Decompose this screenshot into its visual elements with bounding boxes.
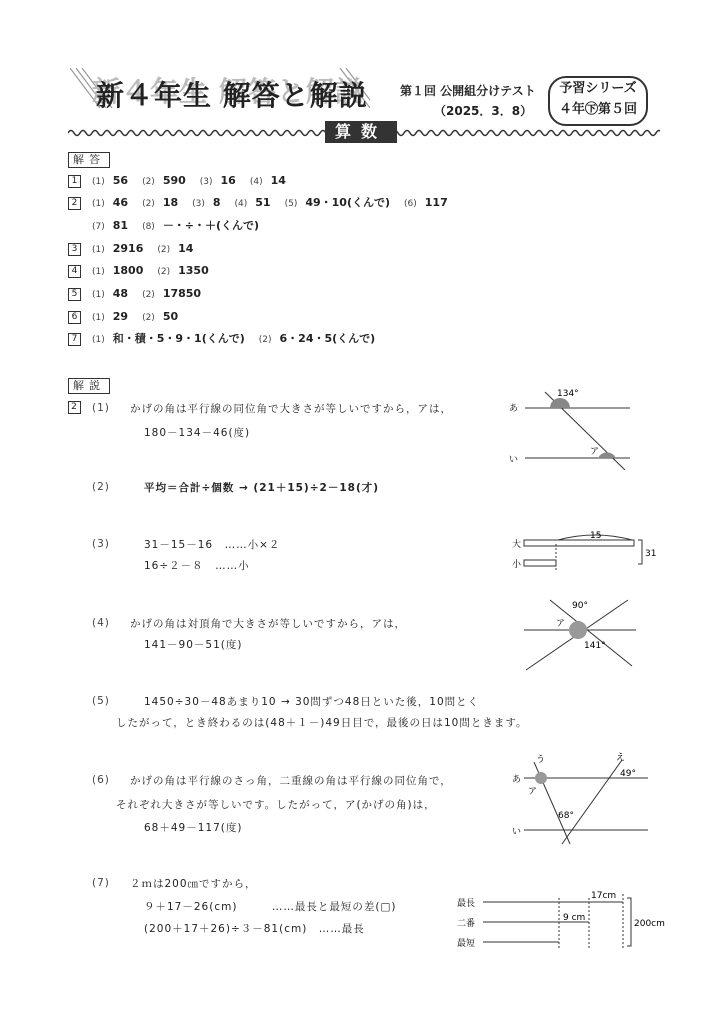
answers-label: 解答 — [68, 152, 110, 168]
question-number — [68, 240, 92, 258]
sub-number: (2) — [142, 177, 155, 187]
answer-value: 6・24・5(くんで) — [279, 332, 376, 345]
sub-number: (1) — [92, 177, 105, 187]
diff-label: 15 — [590, 531, 602, 541]
answer-value: 50 — [162, 310, 179, 323]
p3-text-2: 16÷２－８ ……小 — [144, 560, 250, 572]
bottom-angle-label: 141° — [584, 641, 606, 651]
test-name: 第１回 公開組分けテスト — [400, 84, 536, 98]
figure-vertical-angles — [520, 596, 640, 676]
answer-item — [142, 172, 186, 191]
answer-item — [92, 285, 128, 304]
p6-text-3: 68＋49－117(度) — [144, 822, 243, 834]
answer-item — [92, 240, 143, 259]
total-brace — [638, 540, 642, 564]
sub-number: (1) — [92, 313, 105, 323]
l2-label: 二番 — [457, 919, 476, 929]
answer-row — [68, 330, 389, 348]
question-number — [68, 262, 92, 280]
answer-item — [250, 172, 286, 191]
p3-number: (3) — [92, 538, 110, 550]
angle2-label: 68° — [558, 811, 574, 821]
p5-text-1: 1450÷30－48あまり10 → 30問ずつ48日といた後，10問とく — [144, 696, 480, 708]
sub-number: (1) — [92, 267, 105, 277]
angle1-label: 49° — [620, 769, 636, 779]
answer-value: 2916 — [112, 242, 144, 255]
e-label: え — [616, 753, 626, 763]
l3-label: 最短 — [457, 939, 476, 949]
p6-text-1: かげの角は平行線のさっ角，二重線の角は平行線の同位角で， — [130, 775, 452, 787]
angle-shade-bottom — [598, 452, 616, 458]
answer-item — [142, 194, 178, 213]
sub-number: (3) — [192, 199, 205, 209]
answer-item — [200, 172, 236, 191]
p4-text-2: 141－90－51(度) — [144, 639, 243, 651]
answer-value: 17850 — [162, 287, 202, 300]
p2-text-1: 平均＝合計÷個数 → (21＋15)÷2－18(才) — [144, 482, 380, 494]
p6-text-2: それぞれ大きさが等しいです。したがって，ア(かげの角)は， — [116, 799, 436, 811]
sub-number: (2) — [142, 199, 155, 209]
angle-shade — [569, 621, 587, 639]
answer-value: 和・積・5・9・1(くんで) — [112, 332, 245, 345]
line-a-label: あ — [509, 404, 519, 414]
sub-number: (2) — [142, 290, 155, 300]
sub-number: (5) — [284, 199, 298, 209]
series-line1: 予習シリーズ — [559, 81, 637, 96]
question-box: 1 — [68, 175, 81, 188]
figure-segment-diagram — [508, 530, 658, 574]
question-box: 7 — [68, 333, 81, 346]
sub-number: (2) — [157, 245, 171, 255]
answer-item — [92, 217, 128, 236]
answer-item — [235, 194, 271, 213]
p7-text-2: ９＋17－26(cm) ……最長と最短の差(□) — [144, 901, 397, 913]
question-number — [68, 194, 92, 212]
p7-text-1: ２ｍは200㎝ですから， — [130, 878, 257, 890]
mark-label: ア — [556, 619, 566, 629]
answer-item — [92, 194, 128, 213]
sub-number: (1) — [92, 199, 105, 209]
question-box: 4 — [68, 265, 81, 278]
sub-number: (3) — [199, 177, 213, 187]
sub-number: (7) — [92, 222, 105, 232]
right-side — [562, 760, 622, 844]
line-b-label: い — [509, 455, 519, 465]
subject-label: 算数 — [325, 121, 397, 143]
answer-row — [68, 285, 215, 303]
answer-row — [68, 217, 273, 235]
answer-value: 8 — [212, 196, 221, 209]
answer-item — [259, 330, 375, 349]
figure-triangle-parallel — [508, 752, 658, 848]
sub-number: (4) — [234, 199, 248, 209]
small-label: 小 — [512, 560, 522, 570]
u-label: う — [536, 755, 546, 765]
answer-value: 48 — [112, 287, 129, 300]
answer-value: 117 — [424, 196, 448, 209]
p1-text-2: 180－134－46(度) — [144, 427, 251, 439]
big-label: 大 — [512, 540, 522, 550]
answer-value: 51 — [255, 196, 271, 209]
answer-value: 590 — [162, 174, 186, 187]
answer-value: 1350 — [178, 264, 209, 277]
d2-label: 9 cm — [563, 913, 586, 923]
series-line2: ４年㊦第５回 — [558, 102, 637, 117]
p6-number: (6) — [92, 774, 110, 786]
question-number — [68, 285, 92, 303]
d1-label: 17cm — [591, 891, 617, 901]
figure-parallel-corresponding — [505, 384, 635, 470]
sub-number: (8) — [142, 222, 155, 232]
p7-number: (7) — [92, 877, 110, 889]
series-badge — [548, 76, 648, 126]
sub-number: (4) — [249, 177, 263, 187]
diag-line-2 — [550, 600, 632, 666]
top-angle-label: 90° — [572, 601, 588, 611]
question-box: 6 — [68, 311, 81, 324]
p5-number: (5) — [92, 695, 110, 707]
sub-number: (1) — [92, 290, 105, 300]
answer-value: 49・10(くんで) — [305, 196, 391, 209]
page-title: 新４年生 解答と解説 — [96, 79, 368, 112]
figure-tape-lengths — [455, 888, 670, 954]
total-brace — [627, 898, 631, 946]
answer-item — [192, 194, 220, 213]
answer-item — [92, 172, 128, 191]
answer-item — [157, 262, 208, 281]
p7-text-3: (200＋17＋26)÷３－81(cm) ……最長 — [144, 923, 365, 935]
a-label: あ — [512, 775, 522, 785]
p3-text-1: 31－15－16 ……小×２ — [144, 539, 281, 551]
angle-shade — [535, 772, 547, 784]
answer-item — [142, 285, 201, 304]
p4-text-1: かげの角は対頂角で大きさが等しいですから，アは， — [130, 618, 406, 630]
question-box: 3 — [68, 243, 81, 256]
question-number — [68, 308, 92, 326]
answer-item — [404, 194, 448, 213]
answer-row — [68, 240, 207, 258]
answer-value: 18 — [162, 196, 179, 209]
answer-item — [142, 217, 259, 236]
answer-row — [68, 262, 223, 280]
answer-value: 56 — [112, 174, 129, 187]
p1-text-1: かげの角は平行線の同位角で大きさが等しいですから，アは， — [130, 403, 452, 415]
answer-item — [92, 262, 143, 281]
total-label: 31 — [645, 549, 657, 559]
big-bar — [524, 540, 634, 546]
i-label: い — [512, 827, 522, 837]
total-label: 200cm — [634, 919, 665, 929]
question-box: 2 — [68, 197, 81, 210]
explanation-label: 解説 — [68, 378, 110, 394]
sub-number: (6) — [404, 199, 417, 209]
p2-number: (2) — [92, 481, 110, 493]
answer-value: 14 — [178, 242, 194, 255]
answer-value: 81 — [112, 219, 129, 232]
p1-number: (1) — [92, 402, 110, 414]
answer-value: 14 — [270, 174, 286, 187]
answer-item — [142, 308, 178, 327]
answer-value: 29 — [112, 310, 129, 323]
angle-label: 134° — [557, 389, 579, 399]
explanation-q-number: 2 — [68, 401, 81, 414]
answer-row — [68, 172, 300, 190]
l1-label: 最長 — [457, 899, 476, 909]
sub-number: (1) — [92, 335, 105, 345]
answer-item — [92, 330, 245, 349]
answer-row — [68, 194, 462, 212]
small-bar — [524, 560, 556, 566]
mark-label: ア — [590, 447, 600, 457]
sub-number: (2) — [258, 335, 272, 345]
answer-value: 1800 — [112, 264, 144, 277]
answer-value: 16 — [220, 174, 236, 187]
answer-row — [68, 308, 192, 326]
sub-number: (2) — [157, 267, 171, 277]
answer-value: 46 — [112, 196, 129, 209]
question-number — [68, 172, 92, 190]
answer-item — [92, 308, 128, 327]
p5-text-2: したがって，とき終わるのは(48＋１－)49日目で，最後の日は10問ときます。 — [116, 717, 528, 729]
sub-number: (1) — [92, 245, 105, 255]
answer-value: －・÷・＋(くんで) — [162, 219, 260, 232]
mark-label: ア — [528, 787, 538, 797]
answer-item — [157, 240, 193, 259]
answer-item — [285, 194, 390, 213]
test-date: （2025．3．8） — [434, 104, 533, 118]
question-box: 5 — [68, 288, 81, 301]
p4-number: (4) — [92, 617, 110, 629]
sub-number: (2) — [142, 313, 155, 323]
question-number — [68, 330, 92, 348]
